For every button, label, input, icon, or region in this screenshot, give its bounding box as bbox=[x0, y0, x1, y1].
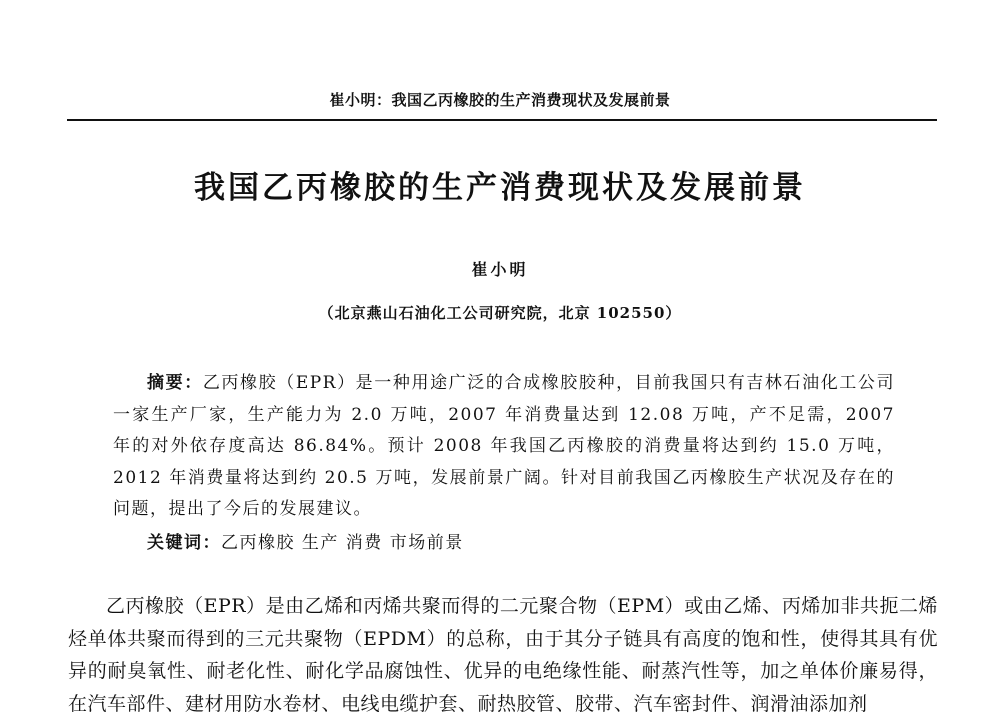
abstract-label: 摘要： bbox=[147, 373, 203, 393]
abstract-text: 乙丙橡胶（EPR）是一种用途广泛的合成橡胶胶种，目前我国只有吉林石油化工公司一家生产厂家，生产能力为 2.0 万吨，2007 年消费量达到 12.08 万吨，产不足需，2007 年的对外依存度高达 86.84%。预计 2008 年我国乙丙橡胶的消费量将达到约 15.0 万吨，2012 年消费量将达到约 20.5 万吨，发展前景广阔。针对目前我国乙丙橡胶生产状况及存在的问题，提出了今后的发展建议。 bbox=[113, 373, 895, 519]
header-rule bbox=[67, 119, 937, 121]
author-affiliation: （北京燕山石油化工公司研究院，北京 102550） bbox=[318, 304, 682, 322]
body-paragraph: 乙丙橡胶（EPR）是由乙烯和丙烯共聚而得的二元聚合物（EPM）或由乙烯、丙烯加非共扼二烯烃单体共聚而得到的三元共聚物（EPDM）的总称，由于其分子链具有高度的饱和性，使得其具有优异的耐臭氧性、耐老化性、耐化学品腐蚀性、优异的电绝缘性能、耐蒸汽性等，加之单体价廉易得，在汽车部件、建材用防水卷材、电线电缆护套、耐热胶管、胶带、汽车密封件、润滑油添加剂 bbox=[68, 595, 938, 715]
keywords-text: 乙丙橡胶 生产 消费 市场前景 bbox=[221, 533, 464, 553]
paper-title: 我国乙丙橡胶的生产消费现状及发展前景 bbox=[194, 170, 806, 206]
running-head: 崔小明：我国乙丙橡胶的生产消费现状及发展前景 bbox=[329, 91, 671, 109]
author-name: 崔小明 bbox=[471, 260, 529, 279]
keywords-label: 关键词： bbox=[147, 533, 221, 553]
keywords bbox=[113, 528, 895, 560]
abstract bbox=[113, 368, 895, 526]
